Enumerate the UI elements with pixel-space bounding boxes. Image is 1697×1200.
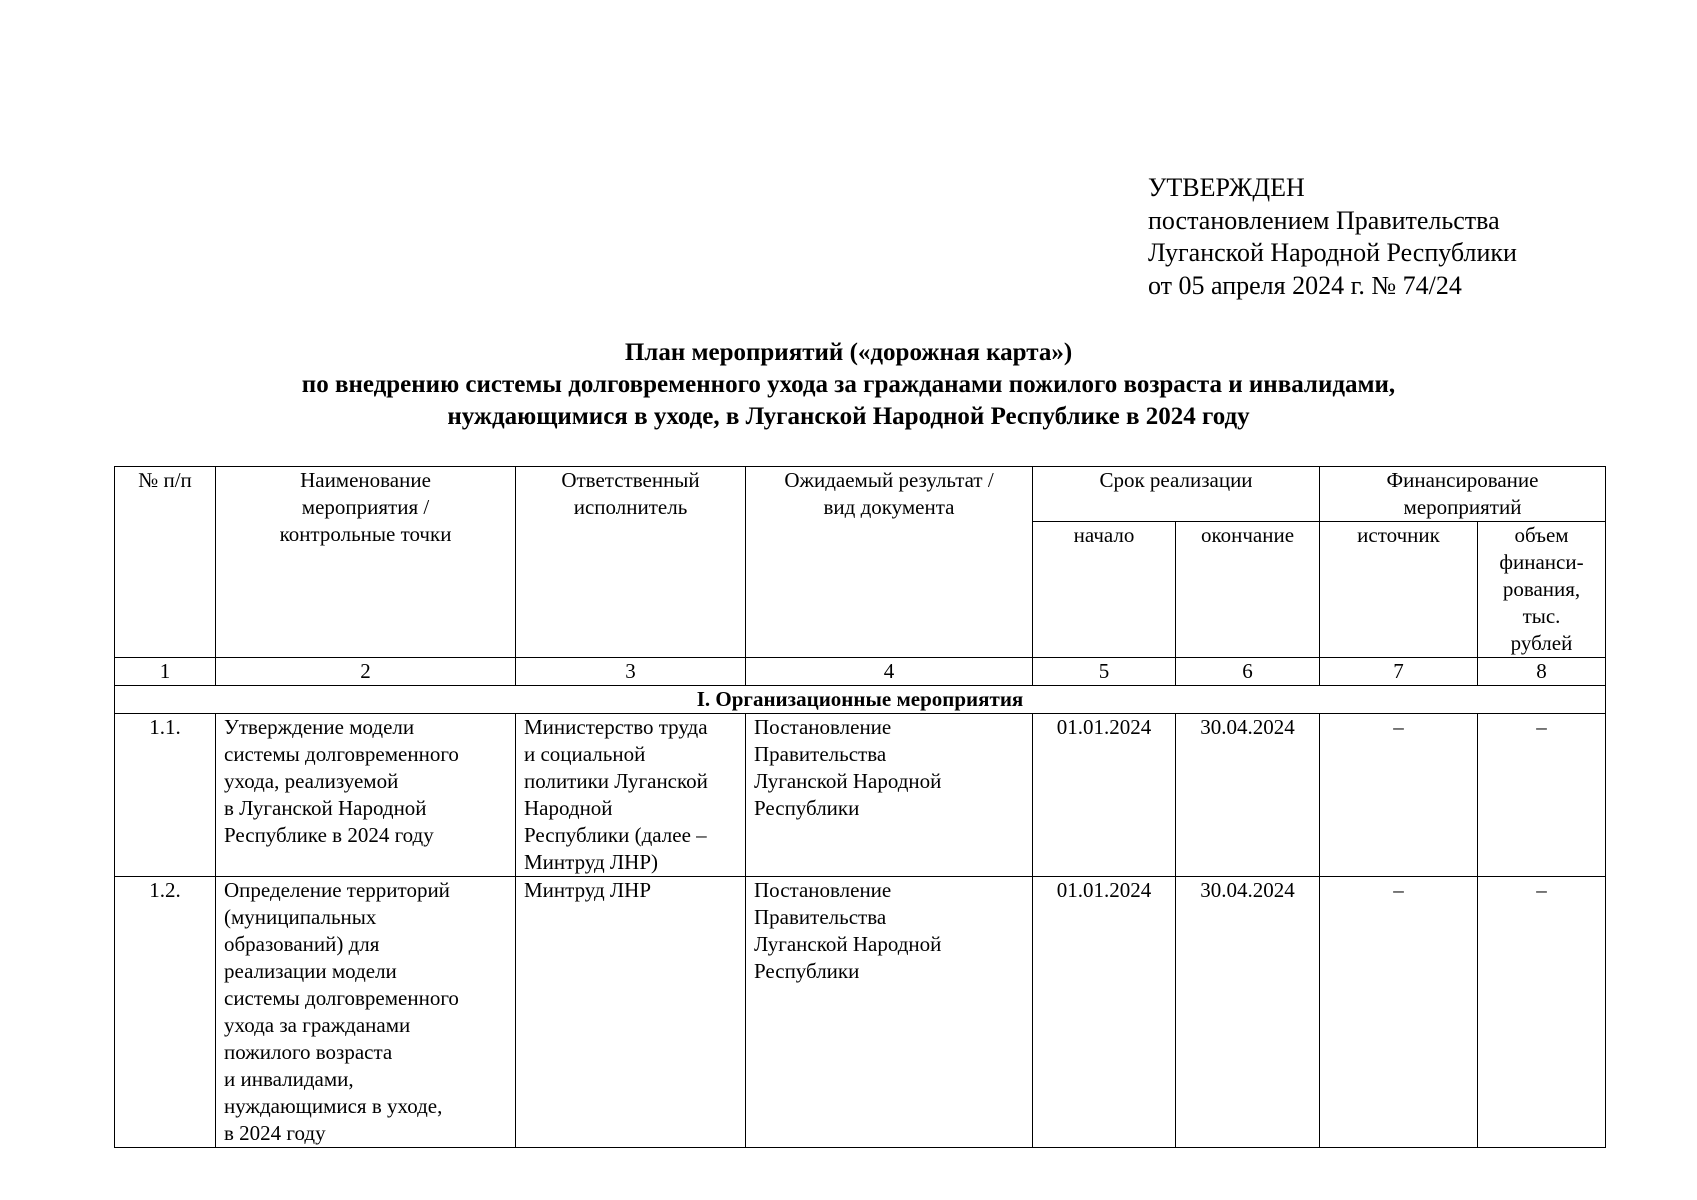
header-num: № п/п — [115, 467, 216, 658]
row-result: Постановление Правительства Луганской Народной Республики — [746, 714, 1033, 877]
row-num: 1.2. — [115, 877, 216, 1148]
row-end: 30.04.2024 — [1176, 714, 1320, 877]
header-period-end: окончание — [1176, 522, 1320, 658]
column-number: 3 — [516, 658, 746, 686]
column-number: 4 — [746, 658, 1033, 686]
header-financing-source: источник — [1320, 522, 1478, 658]
row-end: 30.04.2024 — [1176, 877, 1320, 1148]
header-row — [115, 467, 1606, 522]
row-source: – — [1320, 714, 1478, 877]
row-name: Определение территорий (муниципальных образований) для реализации модели системы долговременного ухода за гражданами пожилого возраста и инвалидами, нуждающимися в уходе, в 2024 году — [216, 877, 516, 1148]
row-result: Постановление Правительства Луганской Народной Республики — [746, 877, 1033, 1148]
header-period-start: начало — [1033, 522, 1176, 658]
header-name: Наименование мероприятия / контрольные точки — [216, 467, 516, 658]
approval-line: от 05 апреля 2024 г. № 74/24 — [1148, 270, 1462, 300]
row-amount: – — [1478, 877, 1606, 1148]
row-start: 01.01.2024 — [1033, 877, 1176, 1148]
title-line: по внедрению системы долговременного ухода за гражданами пожилого возраста и инвалидами, — [301, 371, 1396, 398]
row-executor: Министерство труда и социальной политики Луганской Народной Республики (далее – Минтруд ЛНР) — [516, 714, 746, 877]
row-amount: – — [1478, 714, 1606, 877]
header-result: Ожидаемый результат / вид документа — [746, 467, 1033, 658]
roadmap-table — [114, 466, 1606, 1148]
approval-stamp — [1148, 172, 1517, 302]
header-period: Срок реализации — [1033, 467, 1320, 522]
approval-line: УТВЕРЖДЕН — [1148, 173, 1305, 202]
header-financing-amount: объем финанси- рования, тыс. рублей — [1478, 522, 1606, 658]
column-number: 2 — [216, 658, 516, 686]
row-start: 01.01.2024 — [1033, 714, 1176, 877]
column-number: 6 — [1176, 658, 1320, 686]
approval-line: постановлением Правительства — [1148, 205, 1500, 235]
header-financing: Финансирование мероприятий — [1320, 467, 1606, 522]
section-row — [115, 686, 1606, 714]
title-line: План мероприятий («дорожная карта») — [624, 339, 1073, 366]
row-num: 1.1. — [115, 714, 216, 877]
column-number: 1 — [115, 658, 216, 686]
row-name: Утверждение модели системы долговременного ухода, реализуемой в Луганской Народной Республике в 2024 году — [216, 714, 516, 877]
section-heading: I. Организационные мероприятия — [115, 686, 1606, 714]
document-title — [0, 337, 1697, 433]
row-source: – — [1320, 877, 1478, 1148]
table-row — [115, 714, 1606, 877]
column-number-row — [115, 658, 1606, 686]
column-number: 7 — [1320, 658, 1478, 686]
row-executor: Минтруд ЛНР — [516, 877, 746, 1148]
column-number: 8 — [1478, 658, 1606, 686]
table-row — [115, 877, 1606, 1148]
title-line: нуждающимися в уходе, в Луганской Народной Республике в 2024 году — [447, 403, 1250, 430]
approval-line: Луганской Народной Республики — [1148, 238, 1517, 267]
column-number: 5 — [1033, 658, 1176, 686]
header-executor: Ответственный исполнитель — [516, 467, 746, 658]
